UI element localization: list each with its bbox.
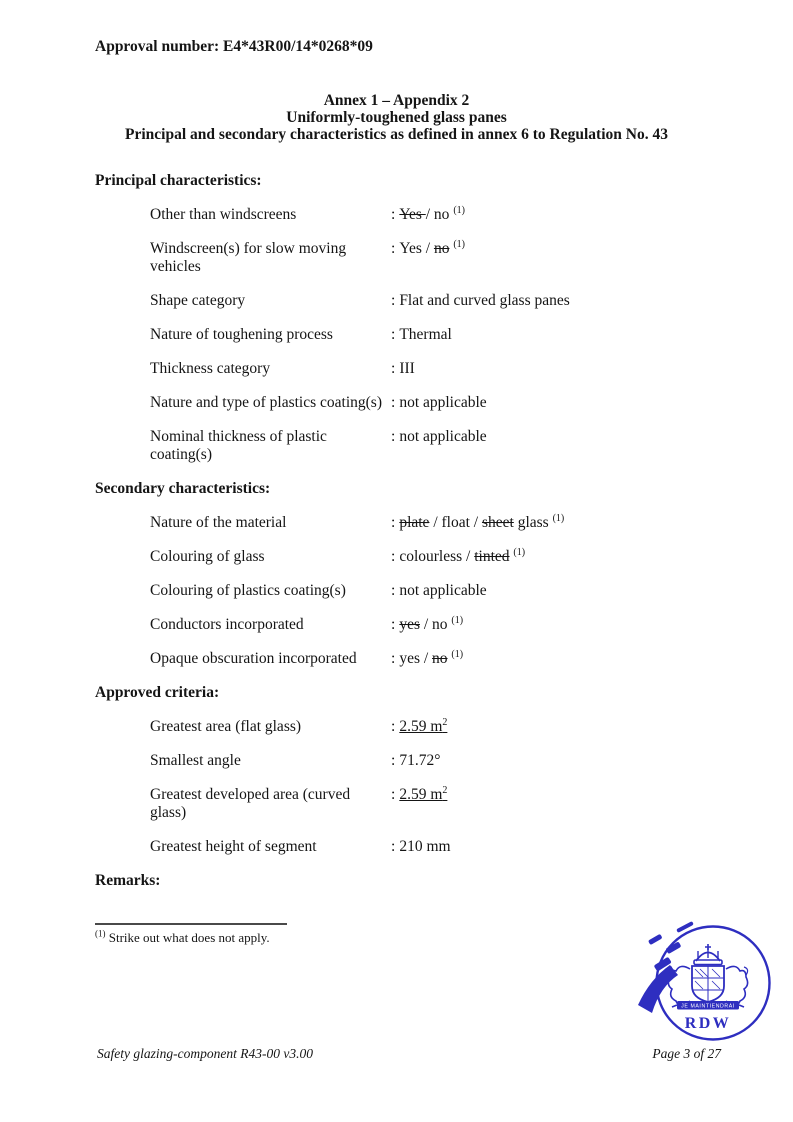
row-value-part: (1) xyxy=(451,614,464,626)
row-colon: : xyxy=(391,240,396,257)
row-value-part: / no xyxy=(419,616,452,633)
row-value-part: / float / xyxy=(429,514,482,531)
approval-number-label: Approval number: xyxy=(95,38,220,55)
row-colon: : xyxy=(391,718,396,735)
row-value xyxy=(391,428,487,464)
row-colon: : xyxy=(391,326,396,343)
characteristic-row xyxy=(150,292,793,310)
approval-number-value: E4*43R00/14*0268*09 xyxy=(223,38,373,55)
row-value-part: 71.72° xyxy=(399,752,441,769)
row-value-part: tinted xyxy=(474,548,510,565)
row-label: Nominal thickness of plastic coating(s) xyxy=(150,428,327,463)
row-label: Conductors incorporated xyxy=(150,616,304,633)
characteristic-row xyxy=(150,650,793,668)
section-heading: Principal characteristics: xyxy=(95,172,262,189)
row-value-part: (1) xyxy=(513,546,526,558)
row-value-part: Thermal xyxy=(399,326,452,343)
row-value-part: glass xyxy=(513,514,553,531)
row-label: Opaque obscuration incorporated xyxy=(150,650,357,667)
document-title xyxy=(0,92,793,143)
row-label: Nature and type of plastics coating(s) xyxy=(150,394,382,411)
row-label: Smallest angle xyxy=(150,752,241,769)
row-value-part: (1) xyxy=(451,648,464,660)
row-colon: : xyxy=(391,616,396,633)
row-colon: : xyxy=(391,650,396,667)
characteristic-row xyxy=(150,548,793,566)
row-value-part: 210 mm xyxy=(399,838,451,855)
row-value xyxy=(391,292,570,310)
row-value xyxy=(391,838,451,856)
stamp-lion-left xyxy=(668,966,690,1005)
characteristic-row xyxy=(150,514,793,532)
characteristic-row xyxy=(150,206,793,224)
characteristic-row xyxy=(150,752,793,770)
characteristic-row xyxy=(150,786,793,822)
row-value xyxy=(391,514,564,532)
characteristics-section xyxy=(95,684,793,856)
row-label: Colouring of glass xyxy=(150,548,265,565)
row-value-part: Flat and curved glass panes xyxy=(399,292,570,309)
footer-document-id: Safety glazing-component R43-00 v3.00 xyxy=(97,1046,313,1061)
characteristic-row xyxy=(150,240,793,276)
row-value xyxy=(391,718,447,736)
characteristic-row xyxy=(150,394,793,412)
row-value-part: Yes xyxy=(399,206,426,223)
row-value-part: 2.59 $m^2$ xyxy=(399,784,448,803)
row-label: Greatest height of segment xyxy=(150,838,317,855)
rdw-stamp xyxy=(628,913,780,1049)
row-value-part: 2.59 $m^2$ xyxy=(399,716,448,735)
characteristics-sections xyxy=(95,172,793,890)
approval-number-line xyxy=(95,38,793,56)
title-line-subject: Uniformly-toughened glass panes xyxy=(286,109,507,126)
row-label: Nature of the material xyxy=(150,514,287,531)
row-value xyxy=(391,582,487,600)
characteristic-row xyxy=(150,838,793,856)
row-colon: : xyxy=(391,394,396,411)
stamp-crown xyxy=(694,944,722,965)
row-value xyxy=(391,548,525,566)
row-value-part: not applicable xyxy=(399,582,487,599)
row-label: Greatest area (flat glass) xyxy=(150,718,302,735)
row-value xyxy=(391,240,465,276)
characteristics-section xyxy=(95,872,793,890)
row-label: Other than windscreens xyxy=(150,206,297,223)
stamp-org: RDW xyxy=(684,1015,732,1032)
characteristics-section xyxy=(95,172,793,464)
row-colon: : xyxy=(391,514,396,531)
footer-page-number: Page 3 of 27 xyxy=(652,1046,721,1061)
characteristic-row xyxy=(150,326,793,344)
row-label: Thickness category xyxy=(150,360,271,377)
row-value xyxy=(391,650,463,668)
row-colon: : xyxy=(391,206,396,223)
stamp-banner xyxy=(672,1001,744,1010)
row-value-part: III xyxy=(399,360,415,377)
row-value xyxy=(391,786,447,822)
row-colon: : xyxy=(391,428,396,445)
row-colon: : xyxy=(391,582,396,599)
row-value-part: (1) xyxy=(453,238,465,250)
row-value-part: plate xyxy=(399,514,430,531)
rdw-stamp-graphic xyxy=(628,913,780,1049)
row-label: Shape category xyxy=(150,292,246,309)
characteristic-row xyxy=(150,360,793,378)
row-colon: : xyxy=(391,292,396,309)
characteristics-section xyxy=(95,480,793,668)
row-label: Nature of toughening process xyxy=(150,326,333,343)
row-value-part: yes / xyxy=(399,650,433,667)
characteristic-row xyxy=(150,582,793,600)
row-label: Greatest developed area (curved glass) xyxy=(150,786,351,821)
row-label: Windscreen(s) for slow moving vehicles xyxy=(150,240,347,275)
row-value xyxy=(391,752,440,770)
title-line-description: Principal and secondary characteristics as defined in annex 6 to Regulation No. 43 xyxy=(125,126,668,143)
row-colon: : xyxy=(391,786,396,803)
row-colon: : xyxy=(391,752,396,769)
row-value-part: Yes / xyxy=(399,240,434,257)
stamp-shield xyxy=(692,966,724,1002)
row-value-part: (1) xyxy=(453,204,465,216)
row-value-part: sheet xyxy=(481,514,514,531)
characteristic-row xyxy=(150,428,793,464)
row-value-part: colourless / xyxy=(399,548,475,565)
characteristic-row xyxy=(150,616,793,634)
row-colon: : xyxy=(391,360,396,377)
row-value-part: not applicable xyxy=(399,394,487,411)
footnote-marker: (1) xyxy=(95,928,106,939)
row-value-part: not applicable xyxy=(399,428,487,445)
stamp-lion-right xyxy=(726,966,748,1005)
row-value xyxy=(391,206,465,224)
title-line-annex: Annex 1 – Appendix 2 xyxy=(323,92,470,109)
characteristic-row xyxy=(150,718,793,736)
footnote-body: Strike out what does not apply. xyxy=(105,930,270,945)
footnote-separator-rule xyxy=(95,923,287,925)
row-value xyxy=(391,360,415,378)
section-heading: Approved criteria: xyxy=(95,684,220,701)
row-colon: : xyxy=(391,838,396,855)
row-value-part: (1) xyxy=(552,512,565,524)
row-value xyxy=(391,326,452,344)
row-value xyxy=(391,394,487,412)
row-label: Colouring of plastics coating(s) xyxy=(150,582,346,599)
section-heading: Remarks: xyxy=(95,872,161,889)
stamp-motto: JE MAINTIENDRAI xyxy=(681,1003,735,1010)
section-heading: Secondary characteristics: xyxy=(95,480,271,497)
row-value-part: no xyxy=(432,650,448,667)
row-value-part: / no xyxy=(425,206,454,223)
row-value-part: no xyxy=(433,240,450,257)
row-colon: : xyxy=(391,548,396,565)
row-value-part: yes xyxy=(399,616,420,633)
row-value xyxy=(391,616,463,634)
